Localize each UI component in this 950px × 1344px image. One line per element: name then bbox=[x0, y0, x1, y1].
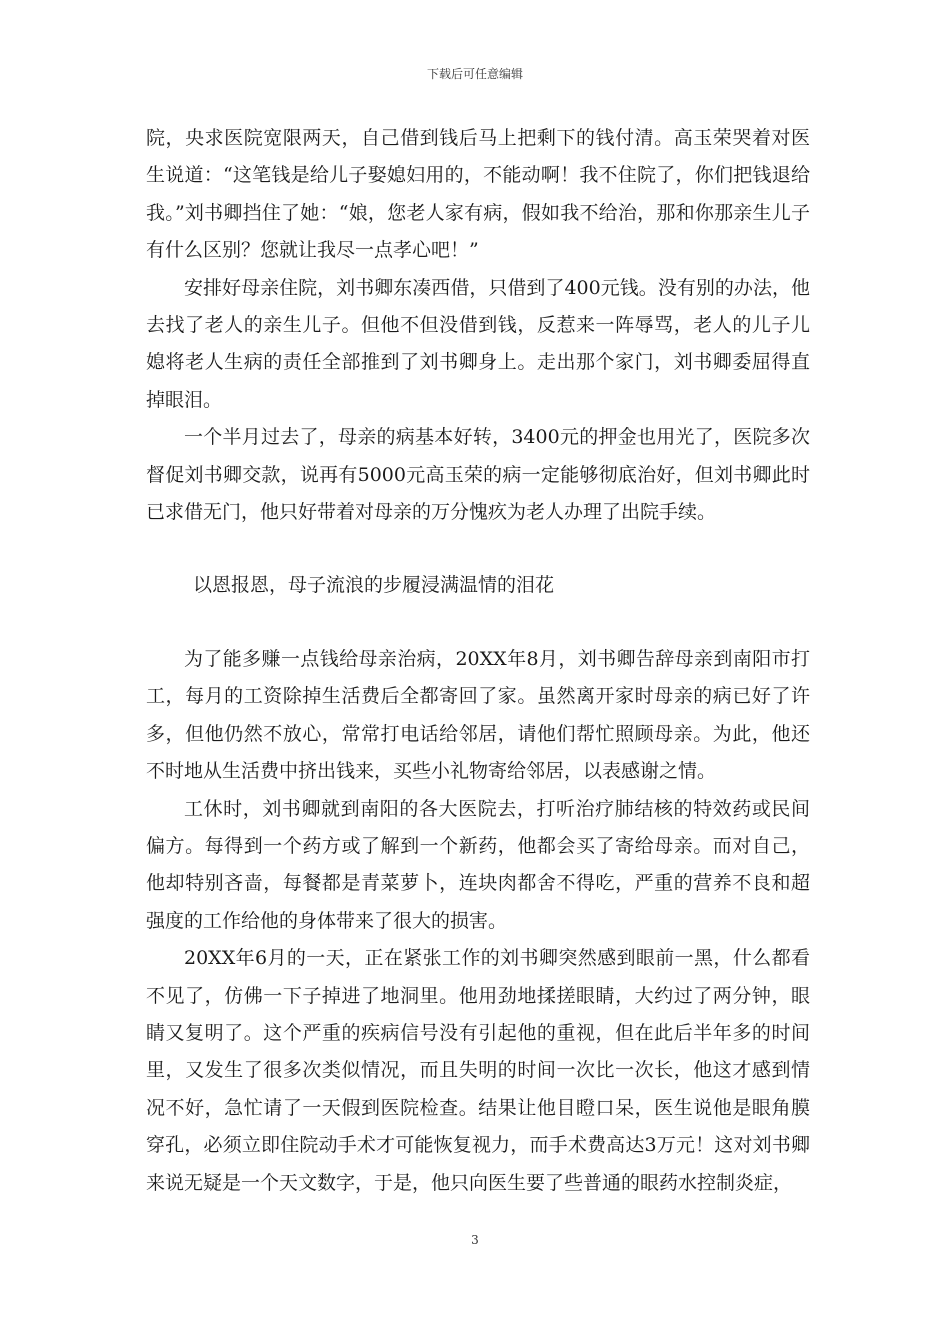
paragraph-continued: 院，央求医院宽限两天，自己借到钱后马上把剩下的钱付清。高玉荣哭着对医生说道：“这笔钱是给儿子娶媳妇用的，不能动啊！我不住院了，你们把钱退给我。”刘书卿挡住了她：“娘，您老人家有病，假如我不给治，那和你那亲生儿子有什么区别？您就让我尽一点孝心吧！” bbox=[146, 127, 810, 262]
paragraph: 工休时，刘书卿就到南阳的各大医院去，打听治疗肺结核的特效药或民间偏方。每得到一个药方或了解到一个新药，他都会买了寄给母亲。而对自己，他却特别吝啬，每餐都是青菜萝卜，连块肉都舍不得吃，严重的营养不良和超强度的工作给他的身体带来了很大的损害。 bbox=[146, 797, 810, 932]
document-body bbox=[146, 120, 810, 1202]
section-heading: 以恩报恩，母子流浪的步履浸满温情的泪花 bbox=[193, 574, 555, 597]
paragraph: 20XX年6月的一天，正在紧张工作的刘书卿突然感到眼前一黑，什么都看不见了，仿佛一下子掉进了地洞里。他用劲地揉搓眼睛，大约过了两分钟，眼睛又复明了。这个严重的疾病信号没有引起他的重视，但在此后半年多的时间里，又发生了很多次类似情况，而且失明的时间一次比一次长，他这才感到情况不好，急忙请了一天假到医院检查。结果让他目瞪口呆，医生说他是眼角膜穿孔，必须立即住院动手术才可能恢复视力，而手术费高达3万元！这对刘书卿来说无疑是一个天文数字，于是，他只向医生要了些普通的眼药水控制炎症， bbox=[146, 947, 810, 1194]
page-number: 3 bbox=[471, 1233, 479, 1247]
paragraph: 安排好母亲住院，刘书卿东凑西借，只借到了400元钱。没有别的办法，他去找了老人的亲生儿子。但他不但没借到钱，反惹来一阵辱骂，老人的儿子儿媳将老人生病的责任全部推到了刘书卿身上。走出那个家门，刘书卿委屈得直掉眼泪。 bbox=[146, 276, 810, 411]
paragraph: 为了能多赚一点钱给母亲治病，20XX年8月，刘书卿告辞母亲到南阳市打工，每月的工资除掉生活费后全都寄回了家。虽然离开家时母亲的病已好了许多，但他仍然不放心，常常打电话给邻居，请他们帮忙照顾母亲。为此，他还不时地从生活费中挤出钱来，买些小礼物寄给邻居，以表感谢之情。 bbox=[146, 647, 810, 783]
paragraph: 一个半月过去了，母亲的病基本好转，3400元的押金也用光了，医院多次督促刘书卿交款，说再有5000元高玉荣的病一定能够彻底治好，但刘书卿此时已求借无门，他只好带着对母亲的万分愧疚为老人办理了出院手续。 bbox=[146, 426, 810, 524]
page-header: 下载后可任意编辑 bbox=[426, 67, 523, 81]
